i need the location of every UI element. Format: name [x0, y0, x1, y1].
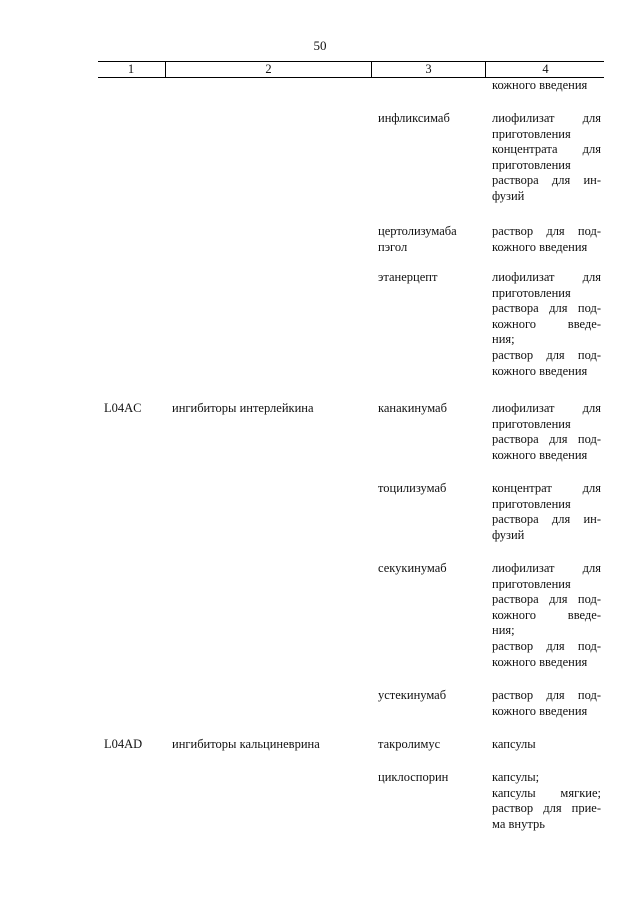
pharmacological-group: ингибиторы кальциневрина	[172, 737, 320, 751]
text-line: кожного введения	[492, 654, 588, 669]
drug-name	[378, 688, 446, 704]
drug-name	[378, 270, 437, 286]
text-line: инфликсимаб	[378, 111, 450, 125]
text-line: капсулы;	[492, 770, 540, 784]
text-line: раствора для под-	[492, 592, 601, 607]
text-line: концентрата для	[492, 142, 601, 157]
atc-code: L04AC	[104, 401, 142, 415]
text-line: кожного введения	[492, 703, 588, 718]
text-line: приготовления	[492, 416, 571, 431]
atc-code: L04AD	[104, 737, 143, 751]
text-line: раствор для под-	[492, 638, 601, 653]
text-line: капсулы	[492, 737, 536, 751]
text-line: секукинумаб	[378, 561, 447, 575]
dosage-form	[492, 401, 601, 463]
text-line: капсулы мягкие;	[492, 785, 601, 800]
text-line: раствора для ин-	[492, 173, 601, 188]
dosage-form	[492, 737, 601, 753]
header-col-3: 3	[371, 62, 485, 77]
drug-name	[378, 481, 446, 497]
drug-name	[378, 561, 447, 577]
text-line: ма внутрь	[492, 816, 545, 831]
text-line: кожного введения	[492, 447, 588, 462]
form-continuation	[492, 78, 601, 94]
text-line: такролимус	[378, 737, 441, 751]
text-line: тоцилизумаб	[378, 481, 447, 495]
text-line: приготовления	[492, 285, 571, 300]
dosage-form	[492, 224, 601, 255]
text-line: лиофилизат для	[492, 111, 601, 125]
text-line: раствора для под-	[492, 301, 601, 316]
text-line: раствор для под-	[492, 688, 601, 702]
dosage-form	[492, 688, 601, 719]
drug-name	[378, 224, 457, 255]
header-col-4: 4	[485, 62, 605, 77]
text-line: раствор для прие-	[492, 801, 601, 816]
text-line: ния;	[492, 332, 515, 347]
text-line: приготовления	[492, 126, 571, 141]
text-line: канакинумаб	[378, 401, 447, 415]
text-line: устекинумаб	[378, 688, 447, 702]
text-line: этанерцепт	[378, 270, 438, 284]
text-line: фузий	[492, 527, 525, 542]
text-line: кожного введе-	[492, 316, 601, 331]
text-line: ния;	[492, 623, 515, 638]
text-line: кожного введения	[492, 363, 588, 378]
dosage-form	[492, 561, 601, 670]
drug-name	[378, 401, 447, 417]
text-line: лиофилизат для	[492, 561, 601, 575]
text-line: раствора для ин-	[492, 512, 601, 527]
page-number: 50	[313, 38, 327, 53]
text-line: кожного введения	[492, 78, 588, 92]
dosage-form	[492, 770, 601, 832]
text-line: лиофилизат для	[492, 270, 601, 284]
text-line: приготовления	[492, 157, 571, 172]
drug-name	[378, 737, 440, 753]
dosage-form	[492, 270, 601, 379]
text-line: раствор для под-	[492, 224, 601, 238]
text-line: пэгол	[378, 239, 408, 254]
header-col-2: 2	[165, 62, 371, 77]
dosage-form	[492, 481, 601, 543]
text-line: приготовления	[492, 496, 571, 511]
text-line: раствора для под-	[492, 432, 601, 447]
text-line: приготовления	[492, 576, 571, 591]
text-line: кожного введения	[492, 239, 588, 254]
text-line: фузий	[492, 188, 525, 203]
drug-name	[378, 111, 450, 127]
text-line: лиофилизат для	[492, 401, 601, 415]
text-line: кожного введе-	[492, 607, 601, 622]
text-line: концентрат для	[492, 481, 601, 495]
drug-name	[378, 770, 448, 786]
text-line: раствор для под-	[492, 347, 601, 362]
text-line: циклоспорин	[378, 770, 449, 784]
table-header	[98, 61, 604, 78]
header-col-1: 1	[127, 62, 135, 76]
dosage-form	[492, 111, 601, 205]
text-line: цертолизумаба	[378, 224, 457, 238]
pharmacological-group: ингибиторы интерлейкина	[172, 401, 314, 415]
